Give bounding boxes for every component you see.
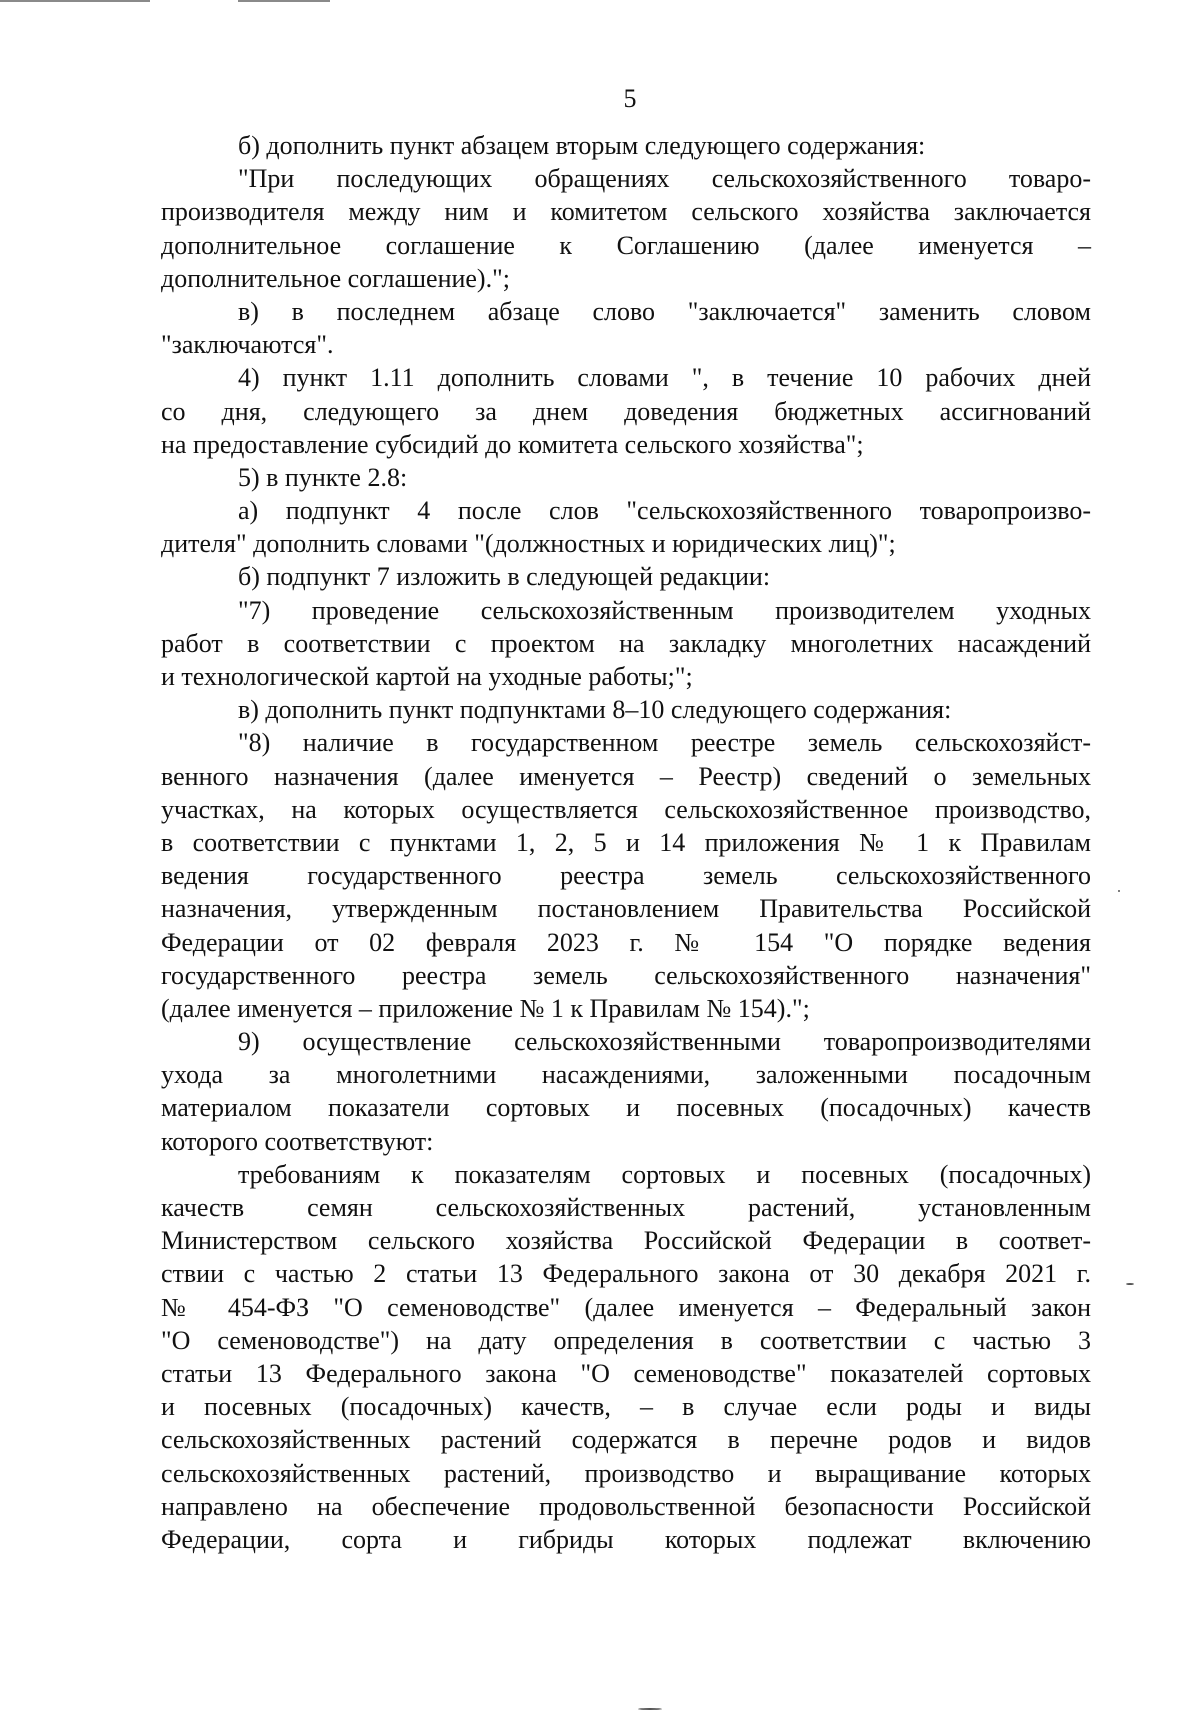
text-line: сельскохозяйственных растений содержатся в перечне родов и видов — [161, 1425, 1091, 1455]
text-line: назначения, утвержденным постановлением Правительства Российской — [161, 894, 1091, 924]
text-line: требованиям к показателям сортовых и посевных (посадочных) — [238, 1159, 1091, 1189]
text-line: Федерации от 02 февраля 2023 г. № 154 "О порядке ведения — [161, 927, 1091, 957]
scan-speck — [1118, 890, 1120, 892]
text-line: дителя" дополнить словами "(должностных и юридических лиц)"; — [161, 529, 896, 559]
text-line: "7) проведение сельскохозяйственным производителем уходных — [238, 595, 1091, 625]
text-line: "О семеноводстве") на дату определения в соответствии с частью 3 — [161, 1325, 1091, 1355]
text-line: а) подпункт 4 после слов "сельскохозяйственного товаропроизво- — [238, 496, 1091, 526]
scan-edge-mark-right — [238, 0, 330, 2]
text-line: и посевных (посадочных) качеств, – в случае если роды и виды — [161, 1392, 1091, 1422]
page-number: 5 — [623, 84, 637, 113]
text-line: венного назначения (далее именуется – Реестр) сведений о земельных — [161, 761, 1091, 791]
text-line: "При последующих обращениях сельскохозяйственного товаро- — [238, 164, 1091, 194]
scan-speck — [1126, 1283, 1134, 1285]
text-line: 9) осуществление сельскохозяйственными товаропроизводителями — [238, 1027, 1091, 1057]
text-line: государственного реестра земель сельскохозяйственного назначения" — [161, 960, 1091, 990]
scan-speck — [638, 1708, 662, 1710]
text-line: ствии с частью 2 статьи 13 Федерального закона от 30 декабря 2021 г. — [161, 1259, 1091, 1289]
text-line: "заключаются". — [161, 330, 334, 360]
scan-edge-mark-left — [0, 0, 150, 2]
text-line: в) в последнем абзаце слово "заключается" заменить словом — [238, 296, 1091, 326]
text-line: № 454-ФЗ "О семеноводстве" (далее именуется – Федеральный закон — [161, 1292, 1091, 1322]
text-line: со дня, следующего за днем доведения бюджетных ассигнований — [161, 396, 1091, 426]
text-line: участках, на которых осуществляется сельскохозяйственное производство, — [161, 794, 1091, 824]
text-line: ведения государственного реестра земель сельскохозяйственного — [161, 861, 1091, 891]
text-line: "8) наличие в государственном реестре земель сельскохозяйст- — [238, 728, 1091, 758]
text-line: и технологической картой на уходные работы;"; — [161, 662, 693, 691]
text-line: 4) пункт 1.11 дополнить словами ", в течение 10 рабочих дней — [238, 363, 1091, 393]
text-line: дополнительное соглашение к Соглашению (далее именуется – — [161, 230, 1091, 260]
text-line: Федерации, сорта и гибриды которых подлежат включению — [161, 1524, 1091, 1554]
text-line: статьи 13 Федерального закона "О семеноводстве" показателей сортовых — [161, 1358, 1091, 1388]
text-line: сельскохозяйственных растений, производство и выращивание которых — [161, 1458, 1091, 1488]
text-line: на предоставление субсидий до комитета сельского хозяйства"; — [161, 429, 864, 459]
text-line: в соответствии с пунктами 1, 2, 5 и 14 приложения № 1 к Правилам — [161, 827, 1091, 857]
text-line: ухода за многолетними насаждениями, заложенными посадочным — [161, 1060, 1091, 1090]
text-line: б) подпункт 7 изложить в следующей редакции: — [238, 562, 771, 592]
text-line: качеств семян сельскохозяйственных растений, установленным — [161, 1193, 1091, 1222]
text-line: б) дополнить пункт абзацем вторым следующего содержания: — [238, 131, 926, 160]
text-line: направлено на обеспечение продовольственной безопасности Российской — [161, 1491, 1091, 1521]
text-line: в) дополнить пункт подпунктами 8–10 следующего содержания: — [238, 695, 952, 725]
text-line: материалом показатели сортовых и посевных (посадочных) качеств — [161, 1093, 1091, 1123]
text-line: 5) в пункте 2.8: — [238, 462, 408, 492]
text-line: производителя между ним и комитетом сельского хозяйства заключается — [161, 197, 1091, 227]
text-line: Министерством сельского хозяйства Российской Федерации в соответ- — [161, 1226, 1091, 1256]
document-body — [161, 129, 1091, 1556]
text-line: дополнительное соглашение)."; — [161, 263, 510, 293]
text-line: (далее именуется – приложение № 1 к Правилам № 154)."; — [161, 993, 810, 1023]
text-line: работ в соответствии с проектом на закладку многолетних насаждений — [161, 628, 1091, 658]
text-line: которого соответствуют: — [161, 1126, 434, 1156]
